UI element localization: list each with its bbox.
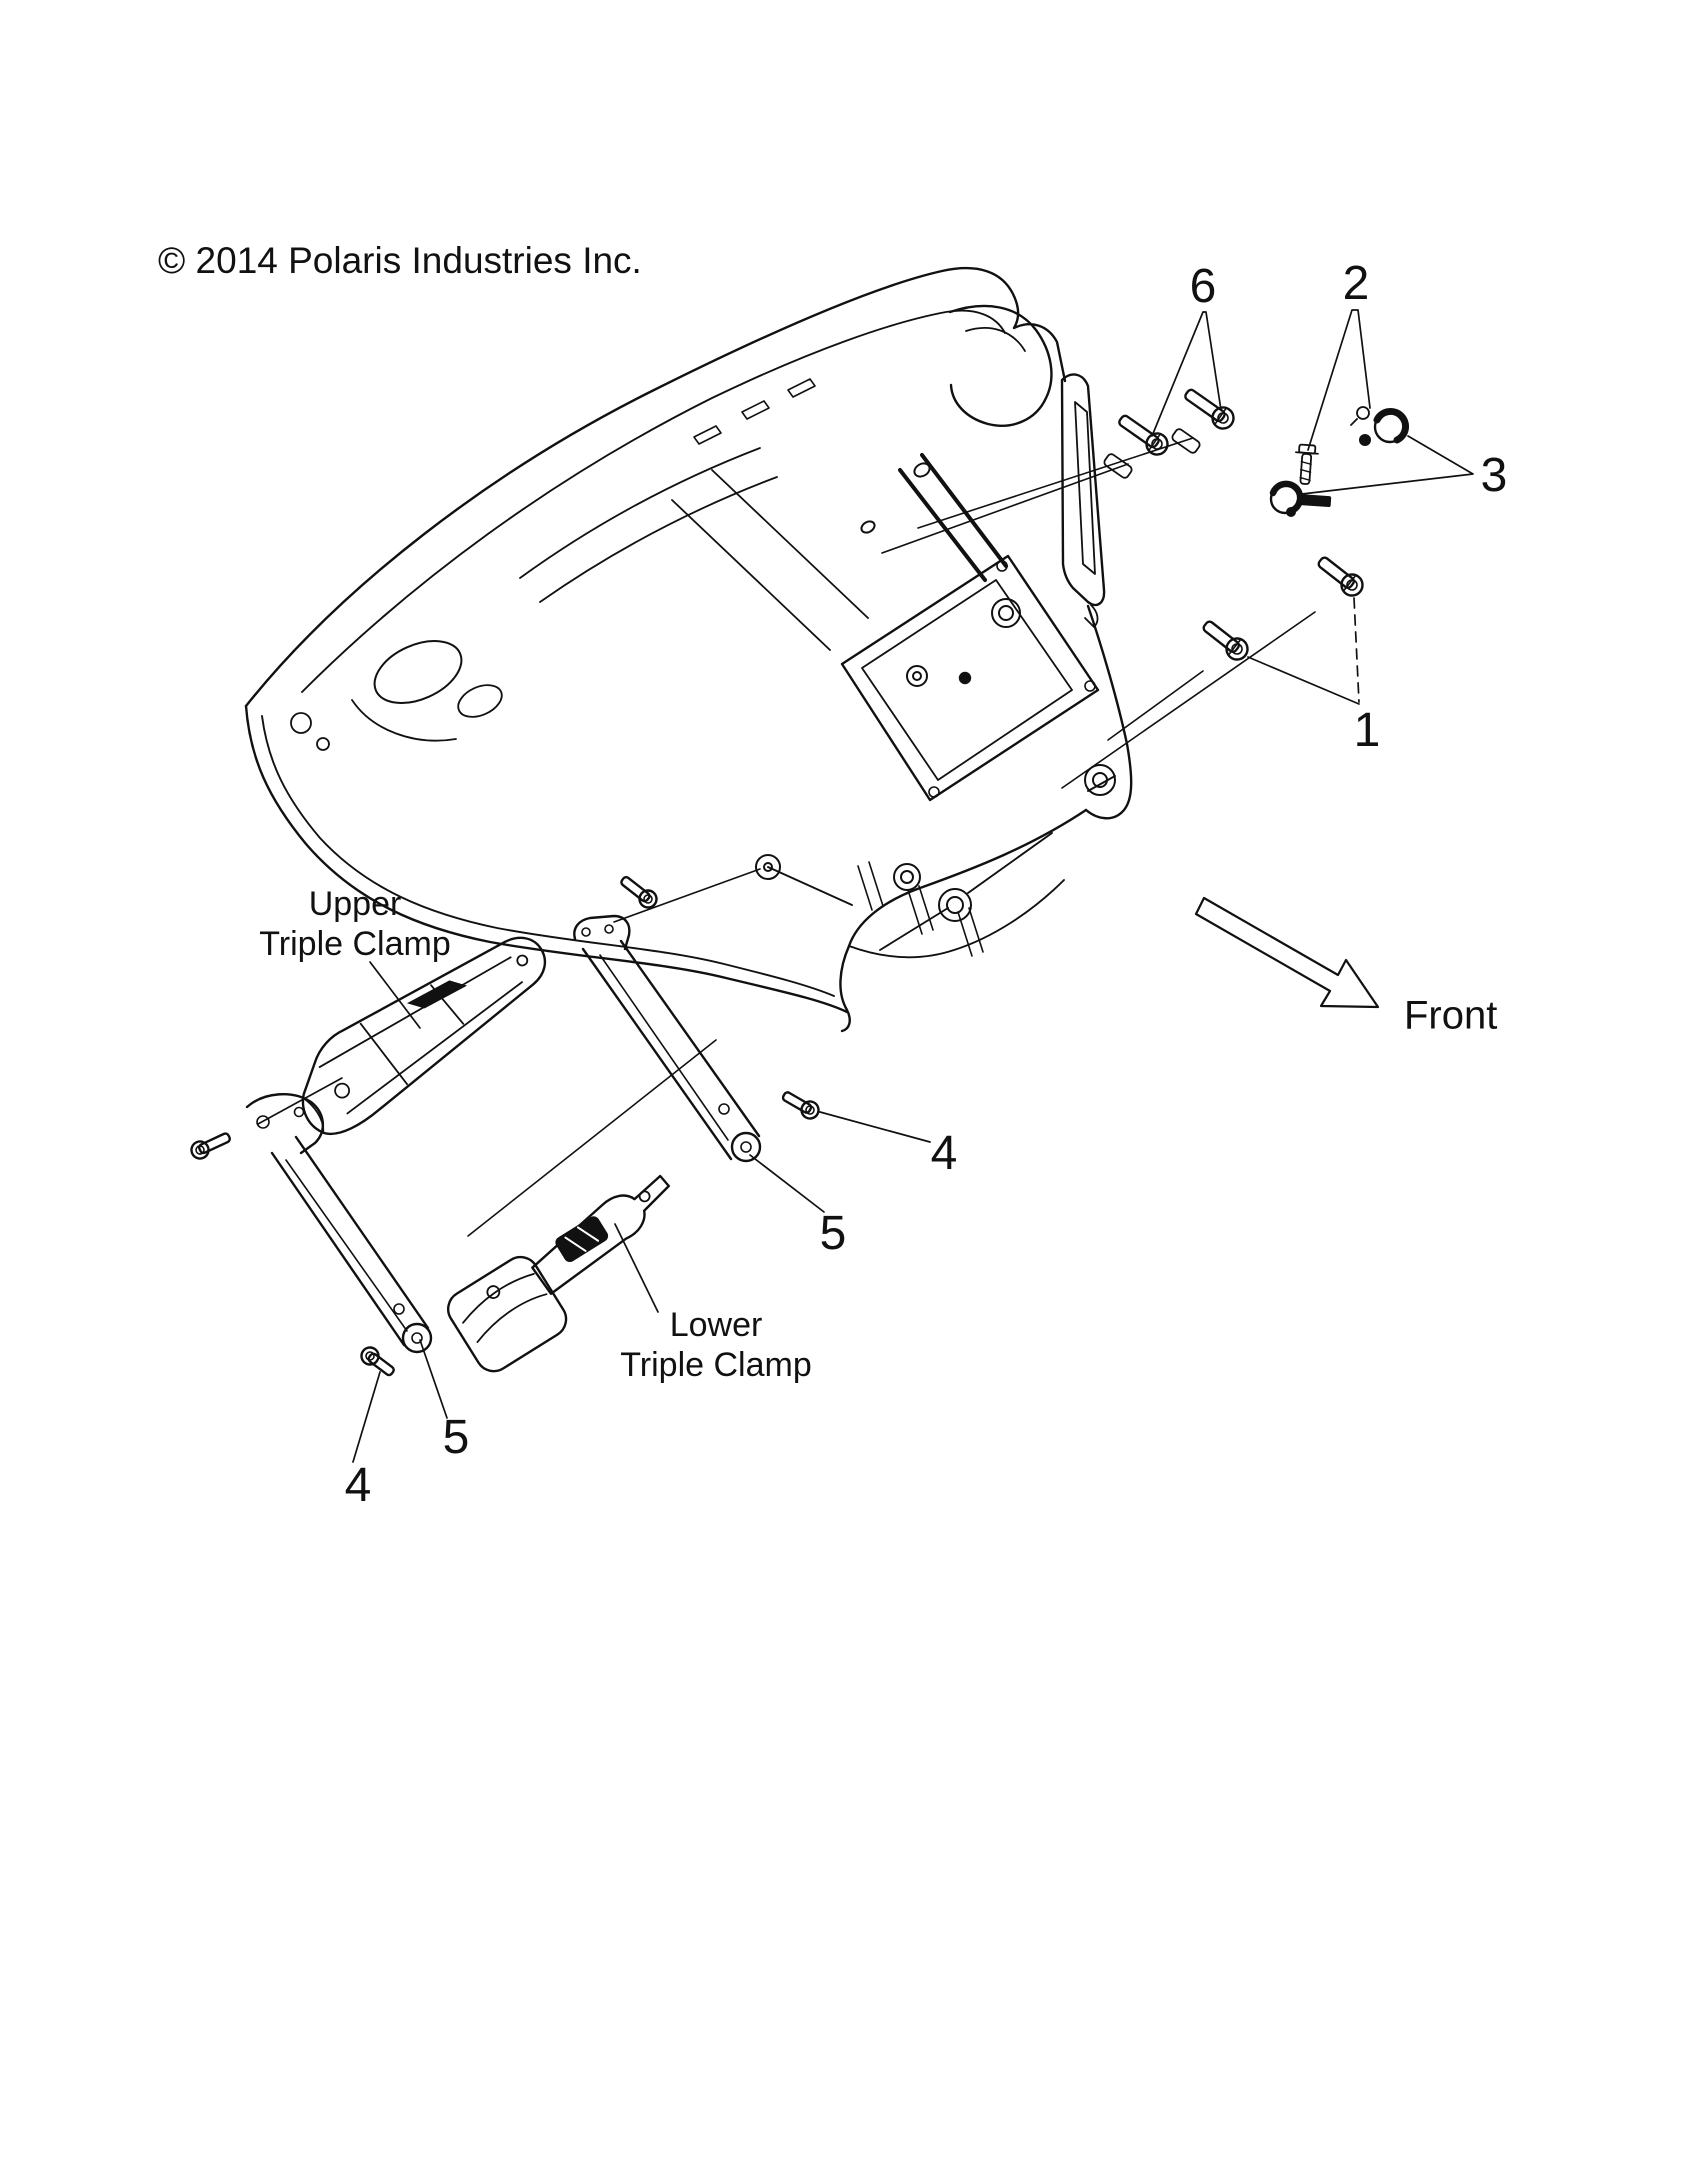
frame-rail-long-2 — [712, 470, 868, 618]
axis-bolt-1b — [1108, 671, 1203, 740]
tray-screw-3 — [929, 787, 939, 797]
upper-triple-clamp-label — [259, 884, 450, 964]
callout-3: 3 — [1480, 449, 1508, 502]
lower-triple-clamp-label-line2: Triple Clamp — [620, 1346, 812, 1384]
frame-rail-long-1 — [672, 500, 830, 650]
clamp-2 — [1351, 407, 1406, 446]
leader-2 — [1308, 310, 1370, 450]
axis-bolt-6b — [918, 438, 1193, 528]
callout-4-left: 4 — [344, 1459, 372, 1512]
leader-5-left — [420, 1340, 447, 1418]
headlamp-bulb-1 — [291, 713, 311, 733]
sill-bottom-edge — [246, 706, 847, 1012]
callout-4-right: 4 — [930, 1127, 958, 1180]
hood-inner-top-edge — [302, 311, 1005, 692]
tray-center-hole — [960, 673, 970, 683]
bolt-1b — [1199, 616, 1252, 664]
leader-5-right — [750, 1155, 824, 1212]
callout-5-left: 5 — [442, 1411, 470, 1464]
cockpit-curve-1 — [520, 448, 760, 578]
front-arrow — [1196, 898, 1378, 1007]
upper-triple-clamp-label-line1: Upper — [308, 884, 402, 923]
clamp-3 — [1271, 484, 1331, 517]
body-bottom-right-edge — [840, 810, 1086, 1031]
callout-6: 6 — [1189, 260, 1217, 313]
screw-2 — [1294, 444, 1319, 484]
lower-triple-clamp-label — [620, 1305, 811, 1385]
bolt-1a — [1314, 552, 1367, 600]
headlamp-bulb-2 — [317, 738, 329, 750]
assembly-axis-lines — [258, 438, 1315, 1236]
callout-leader-lines — [353, 310, 1473, 1462]
leader-1-solid — [1248, 657, 1359, 704]
callout-2: 2 — [1342, 257, 1370, 310]
bolt-strap-top-right — [618, 873, 660, 911]
seat-hump-inner — [966, 328, 1025, 351]
deck-right-edge — [1086, 606, 1131, 818]
lower-triple-clamp-label-line1: Lower — [669, 1305, 763, 1344]
bolt-strap-top-left — [189, 1129, 233, 1162]
headlight-pod — [365, 629, 471, 716]
headlight-lens — [453, 679, 506, 723]
steering-bosses — [756, 461, 1115, 921]
leader-4-right — [820, 1112, 930, 1142]
frame-rail-dark-1 — [900, 470, 985, 580]
leader-upper-label — [370, 962, 420, 1028]
upper-triple-clamp-label-line2: Triple Clamp — [259, 925, 451, 963]
callout-5-right: 5 — [819, 1207, 847, 1260]
vent-slot-2 — [742, 401, 769, 419]
hood-outer-top-edge — [246, 268, 1065, 706]
axis-bolt-1a — [1062, 612, 1315, 788]
bolt-4-right — [780, 1088, 822, 1122]
vent-slot-1 — [694, 426, 721, 444]
axis-lower-clamp — [468, 1040, 716, 1236]
callout-1: 1 — [1353, 704, 1381, 757]
bolt-6a — [1115, 410, 1172, 458]
vent-slot-3 — [788, 379, 815, 397]
frame-rail-dark-2 — [922, 455, 1006, 566]
tray-screw-2 — [1085, 681, 1095, 691]
copyright-text: © 2014 Polaris Industries Inc. — [158, 240, 642, 281]
bolt-6b — [1181, 384, 1238, 432]
bolt-4-left — [358, 1344, 397, 1380]
nose-arc — [352, 700, 456, 741]
leader-4-left — [353, 1372, 380, 1462]
leader-1-dashed — [1354, 598, 1359, 702]
front-label: Front — [1404, 993, 1498, 1038]
leader-3 — [1302, 436, 1473, 494]
frame-strokes — [768, 776, 1115, 957]
leader-lower-label — [615, 1224, 658, 1312]
